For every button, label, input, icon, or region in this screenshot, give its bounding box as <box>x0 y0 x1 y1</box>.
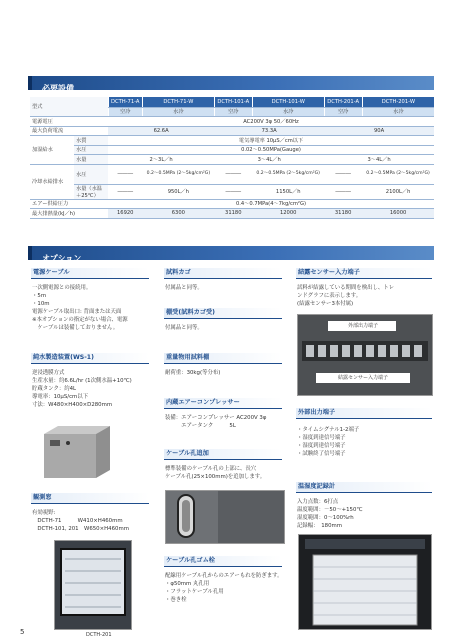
cool-flow-value: 1150L／h <box>252 184 324 199</box>
option-text-basket: 付属品と同等。 <box>165 285 203 291</box>
humid-flow-value: 3～4L／h <box>214 155 324 165</box>
option-title-cable: 電源ケーブル <box>31 268 149 279</box>
model: DCTH-101-W <box>252 97 324 107</box>
humid-quality-label: 水質 <box>74 136 108 146</box>
heat-value: 31180 <box>324 209 362 219</box>
power-label: 電源電圧 <box>30 117 108 127</box>
model-label: 型式 <box>30 97 108 117</box>
terminal-label-ext: 外部出力端子 <box>347 323 378 329</box>
current-value: 90A <box>324 126 434 136</box>
humid-label: 加湿給水 <box>30 136 74 165</box>
humid-quality-value: 電気導電率 10μS／cm以下 <box>108 136 434 146</box>
option-title-rec: 温湿度記録計 <box>296 482 432 493</box>
option-text-rec: 入力点数：6打点 温度範囲：－50～+150℃ 湿度範囲：0～100%rh 記録幅： 180mm <box>297 499 363 529</box>
heat-value: 6300 <box>142 209 214 219</box>
option-text-ext: ・タイムシグナル1-2端子 ・湿度到達信号端子 ・湿度到達信号端子 ・試験終了信号端子 <box>297 427 360 457</box>
cool-pressure-value: 0.2～0.5MPa (2～5kg/cm²G) <box>142 164 214 184</box>
option-title-air: 内蔵エアーコンプレッサー <box>164 398 282 409</box>
cooling-type: 空冷 <box>214 107 252 117</box>
option-title-water: 純水製造装置(WS-1) <box>31 353 149 364</box>
cool-pressure-value: ――― <box>108 164 142 184</box>
cool-label: 冷却水給排水 <box>30 164 74 199</box>
water-purifier-image <box>34 420 120 482</box>
cool-flow-value: 950L／h <box>142 184 214 199</box>
terminal-label-dew: 結露センサー入力端子 <box>337 375 388 381</box>
observation-window-image <box>54 540 132 630</box>
option-text-port: 標準装備のケーブル孔の上部に、長穴 ケーブル孔(25×100mm)を追加します。 <box>165 466 266 480</box>
humid-flow-label: 水量 <box>74 155 108 165</box>
cool-pressure-value: 0.2～0.5MPa (2～5kg/cm²G) <box>362 164 434 184</box>
section-banner-options <box>28 246 434 263</box>
cooling-type: 水冷 <box>142 107 214 117</box>
power-value: AC200V 3φ 50／60Hz <box>108 117 434 127</box>
recorder-image <box>298 534 432 630</box>
option-title-heavy: 重量物用試料棚 <box>164 353 282 364</box>
cool-pressure-value: 0.2～0.5MPa (2～5kg/cm²G) <box>252 164 324 184</box>
option-title-basket: 試料カゴ <box>164 268 282 279</box>
current-value: 73.3A <box>214 126 324 136</box>
cool-pressure-value: ――― <box>324 164 362 184</box>
option-text-air: 装備：エアーコンプレッサー AC200V 3φ エアータンク 5L <box>165 415 267 429</box>
spec-table <box>30 97 434 219</box>
humid-pressure-value: 0.02～0.50MPa(Gauge) <box>108 145 434 155</box>
model: DCTH-71-W <box>142 97 214 107</box>
heat-label: 最大排熱量(kJ／h) <box>30 209 108 219</box>
air-label: エアー供給圧力 <box>30 199 108 209</box>
option-title-window: 観測窓 <box>31 493 149 504</box>
option-text-shelf: 付属品と同等。 <box>165 325 203 331</box>
cool-pressure-label: 水圧 <box>74 164 108 184</box>
heat-value: 16920 <box>108 209 142 219</box>
heat-value: 12000 <box>252 209 324 219</box>
option-text-window: 有効視野: DCTH-71 W410×H460mm DCTH-101, 201 W650×H460mm <box>32 510 129 532</box>
cooling-type: 水冷 <box>252 107 324 117</box>
humid-pressure-label: 水圧 <box>74 145 108 155</box>
section-title: 必要設備 <box>42 84 74 93</box>
option-title-dew: 結露センサー入力端子 <box>296 268 432 279</box>
cool-flow-value: ――― <box>108 184 142 199</box>
model: DCTH-201-W <box>362 97 434 107</box>
cooling-type: 空冷 <box>108 107 142 117</box>
option-title-port: ケーブル孔追加 <box>164 449 282 460</box>
option-text-heavy: 耐荷重：30kg(等分布) <box>165 370 221 376</box>
current-label: 最大負荷電流 <box>30 126 108 136</box>
section-banner-required <box>28 76 434 93</box>
cool-flow-value: ――― <box>324 184 362 199</box>
option-text-water: 逆浸透膜方式 生産水量：約6.6L/hr (1次側水温+10℃) 貯蔵タンク：約4L 導電率：10μS/cm以下 寸法：W480×H400×D280mm <box>32 370 132 408</box>
option-text-dew: 試料が結露している期間を検出し、トレ ンドグラフに表示します。 (結露センサー3本付属) <box>297 285 395 307</box>
option-title-ext: 外部出力端子 <box>296 408 432 419</box>
model: DCTH-71-A <box>108 97 142 107</box>
option-text-cable: 一次側電源との接続用。 ・5m ・10m 電源ケーブル取出口: 背面または天面 ※本オプションの指定がない場合、電源 ケーブルは装備しておりません。 <box>32 285 128 331</box>
cool-pressure-value: ――― <box>214 164 252 184</box>
humid-flow-value: 2～3L／h <box>108 155 214 165</box>
cable-port-image <box>165 490 285 544</box>
model: DCTH-101-A <box>214 97 252 107</box>
page-number: 5 <box>20 628 25 636</box>
cool-flow-value: ――― <box>214 184 252 199</box>
air-value: 0.4～0.7MPa(4～7kg/cm²G) <box>108 199 434 209</box>
heat-value: 16000 <box>362 209 434 219</box>
cool-flow-value: 2100L／h <box>362 184 434 199</box>
option-text-plug: 配線用ケーブル孔からのエアーもれを防ぎます。 ・φ50mm 丸孔用 ・フラットケーブル孔用 ・巻き栓 <box>165 573 283 603</box>
cooling-type: 水冷 <box>362 107 434 117</box>
current-value: 62.6A <box>108 126 214 136</box>
humid-flow-value: 3～4L／h <box>324 155 434 165</box>
option-title-plug: ケーブル孔ゴム栓 <box>164 556 282 567</box>
cooling-type: 空冷 <box>324 107 362 117</box>
window-caption: DCTH-201 <box>86 632 112 638</box>
option-title-shelf: 棚受(試料カゴ受) <box>164 308 282 319</box>
heat-value: 31180 <box>214 209 252 219</box>
model: DCTH-201-A <box>324 97 362 107</box>
section-title: オプション <box>42 254 82 263</box>
cool-flow-label: 水量（水温＋25℃） <box>74 184 108 199</box>
